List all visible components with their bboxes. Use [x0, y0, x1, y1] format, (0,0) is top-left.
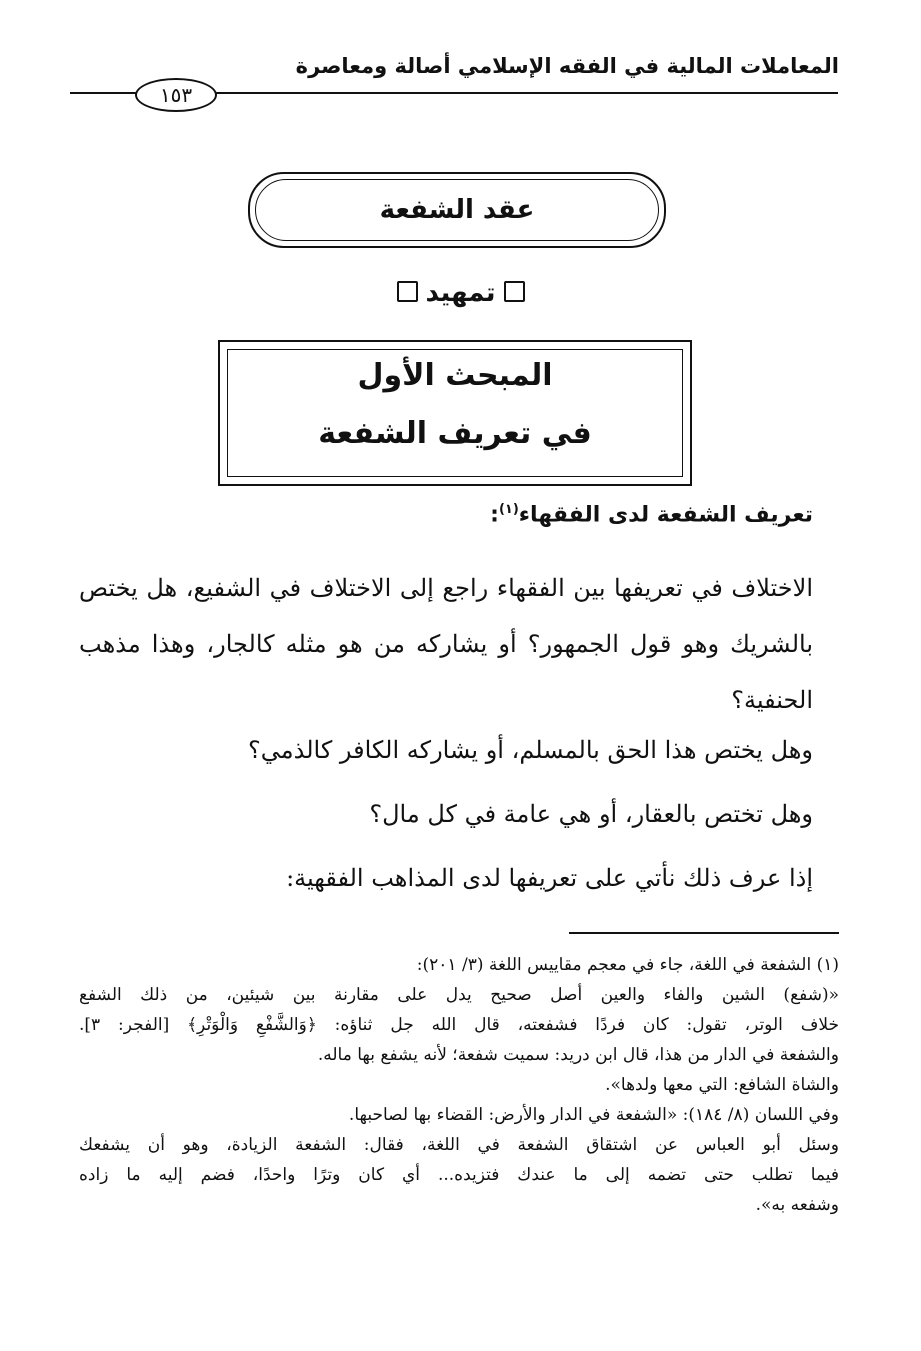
section-title-line1: المبحث الأول	[357, 358, 553, 393]
intro-heading	[0, 278, 921, 308]
body-paragraph-2: وهل يختص هذا الحق بالمسلم، أو يشاركه الكافر كالذمي؟	[248, 736, 813, 764]
definition-heading-colon: :	[490, 502, 499, 528]
footnote-line: «(شفع) الشين والفاء والعين أصل صحيح يدل على مقارنة بين شيئين، من ذلك الشفع	[79, 985, 839, 1005]
contract-title: عقد الشفعة	[255, 179, 659, 241]
body-paragraph-3: وهل تختص بالعقار، أو هي عامة في كل مال؟	[369, 800, 813, 828]
section-title-line2: في تعريف الشفعة	[318, 416, 592, 451]
definition-heading	[490, 502, 813, 527]
footnotes	[79, 950, 839, 1220]
footnote-line: فيما تطلب حتى تضمه إلى ما عندك فتزيده... أي كان وترًا واحدًا، فضم إليه ما زاده	[79, 1165, 839, 1185]
section-title-frame	[218, 340, 692, 486]
body-paragraph-4: إذا عرف ذلك نأتي على تعريفها لدى المذاهب الفقهية:	[286, 864, 813, 892]
body-paragraph-1: الاختلاف في تعريفها بين الفقهاء راجع إلى الاختلاف في الشفيع، هل يختص بالشريك وهو قول الجمهور؟ أو يشاركه من هو مثله كالجار، وهذا مذهب الحنفية؟	[79, 574, 813, 714]
footnote-line: وشفعه به».	[755, 1195, 839, 1215]
footnote-line: خلاف الوتر، تقول: كان فردًا فشفعته، قال الله جل ثناؤه: ﴿وَالشَّفْعِ وَالْوَتْرِ﴾ [الفجر: ٣].	[79, 1015, 839, 1035]
definition-heading-text: تعريف الشفعة لدى الفقهاء	[518, 502, 813, 528]
square-bullet-icon	[397, 281, 418, 302]
footnote-reference: (١)	[498, 502, 519, 517]
footnote-line: والشاة الشافع: التي معها ولدها».	[605, 1075, 839, 1095]
square-bullet-icon	[504, 281, 525, 302]
intro-heading-text: تمهيد	[425, 278, 496, 308]
footnote-line: (١) الشفعة في اللغة، جاء في معجم مقاييس اللغة (٣/ ٢٠١):	[416, 955, 839, 975]
footnote-line: والشفعة في الدار من هذا، قال ابن دريد: سميت شفعة؛ لأنه يشفع بها ماله.	[317, 1045, 839, 1065]
running-header-title: المعاملات المالية في الفقه الإسلامي أصالة ومعاصرة	[295, 54, 839, 78]
footnote-rule	[569, 932, 839, 934]
footnote-line: وفي اللسان (٨/ ١٨٤): «الشفعة في الدار والأرض: القضاء بها لصاحبها.	[348, 1105, 839, 1125]
contract-title-frame	[248, 172, 666, 248]
page-number: ١٥٣	[135, 78, 217, 112]
footnote-line: وسئل أبو العباس عن اشتقاق الشفعة في اللغة، فقال: الشفعة الزيادة، وهو أن يشفعك	[79, 1135, 839, 1155]
